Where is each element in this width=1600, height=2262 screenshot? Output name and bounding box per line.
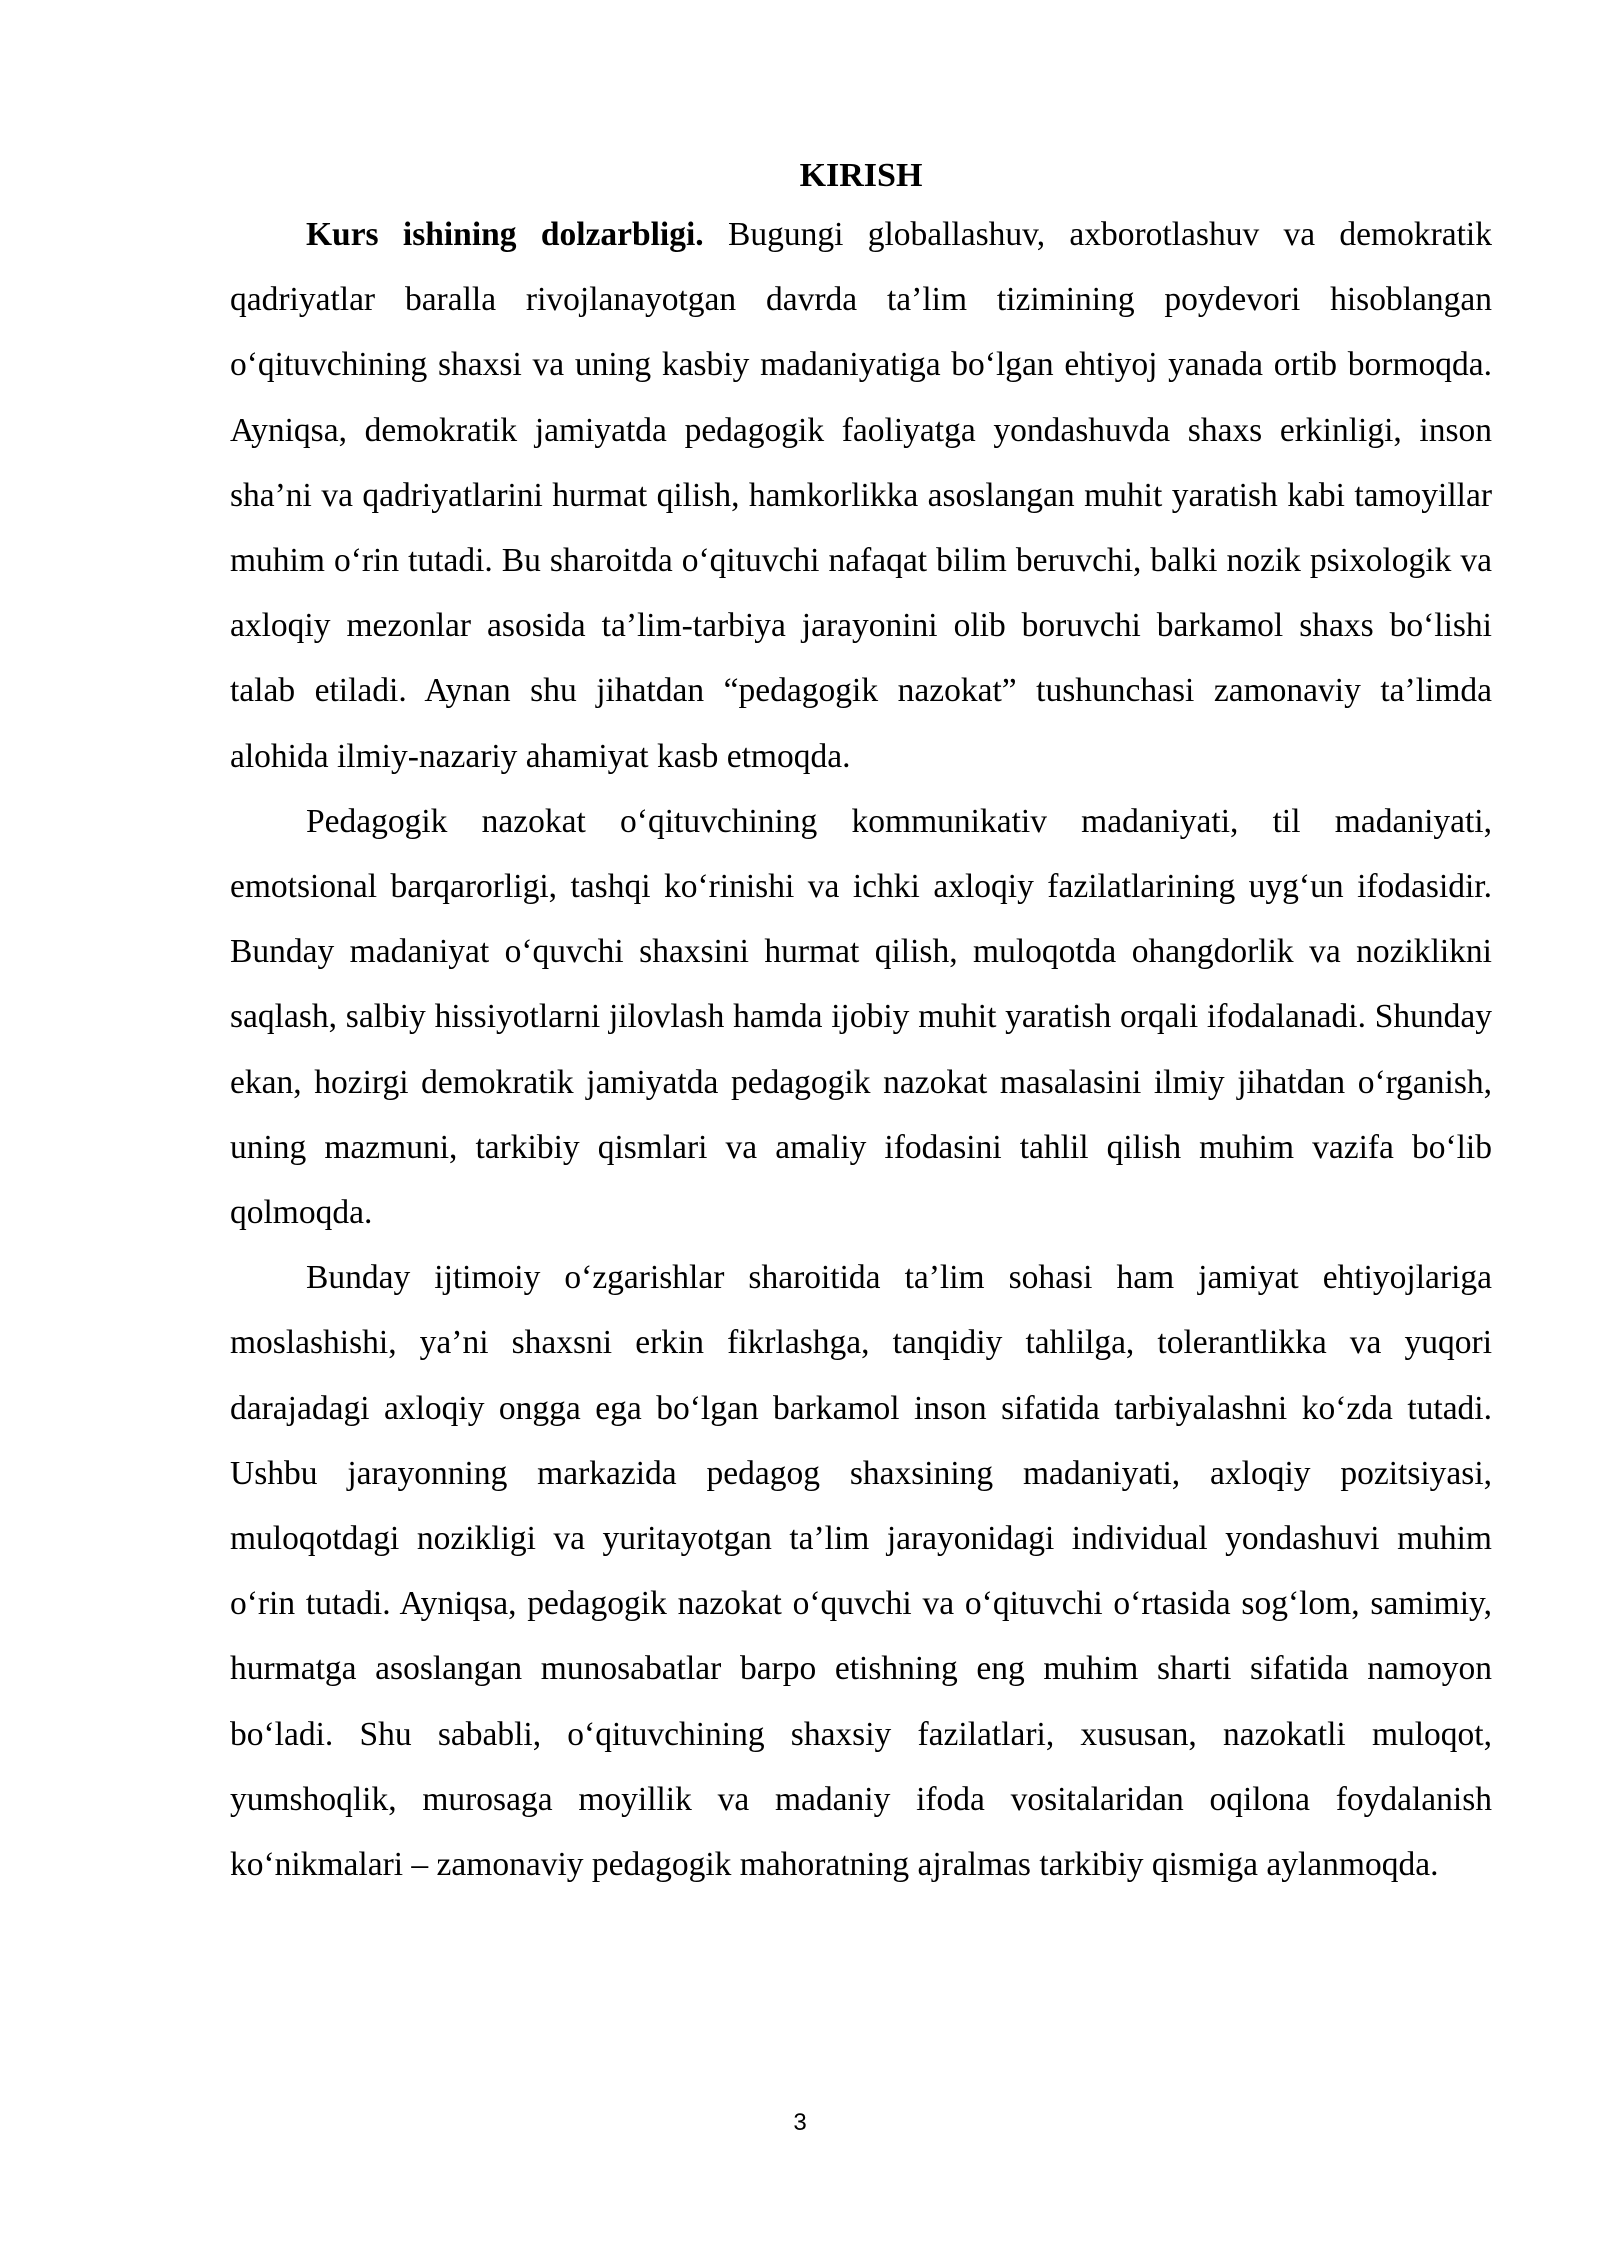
page-number: 3 [793, 2109, 807, 2136]
paragraph-text: Bugungi globallashuv, axborotlashuv va demokratik qadriyatlar baralla rivojlanayotgan davrda ta’lim tizimining poydevori hisoblangan o‘qituvchining shaxsi va uning kasbiy madaniyatiga bo‘lgan ehtiyoj yanada ortib bormoqda. Ayniqsa, demokratik jamiyatda pedagogik faoliyatga yondashuvda shaxs erkinligi, inson sha’ni va qadriyatlarini hurmat qilish, hamkorlikka asoslangan muhit yaratish kabi tamoyillar muhim o‘rin tutadi. Bu sharoitda o‘qituvchi nafaqat bilim beruvchi, balki nozik psixologik va axloqiy mezonlar asosida ta’lim-tarbiya jarayonini olib boruvchi barkamol shaxs bo‘lishi talab etiladi. Aynan shu jihatdan “pedagogik nazokat” tushunchasi zamonaviy ta’limda alohida ilmiy-nazariy ahamiyat kasb etmoqda. [230, 216, 1492, 775]
paragraph-social-changes: Bunday ijtimoiy o‘zgarishlar sharoitida ta’lim sohasi ham jamiyat ehtiyojlariga moslashishi, ya’ni shaxsni erkin fikrlashga, tanqidiy tahlilga, tolerantlikka va yuqori darajadagi axloqiy ongga ega bo‘lgan barkamol inson sifatida tarbiyalashni ko‘zda tutadi. Ushbu jarayonning markazida pedagog shaxsining madaniyati, axloqiy pozitsiyasi, muloqotdagi nozikligi va yuritayotgan ta’lim jarayonidagi individual yondashuvi muhim o‘rin tutadi. Ayniqsa, pedagogik nazokat o‘quvchi va o‘qituvchi o‘rtasida sog‘lom, samimiy, hurmatga asoslangan munosabatlar barpo etishning eng muhim sharti sifatida namoyon bo‘ladi. Shu sababli, o‘qituvchining shaxsiy fazilatlari, xususan, nazokatli muloqot, yumshoqlik, murosaga moyillik va madaniy ifoda vositalaridan oqilona foydalanish ko‘nikmalari – zamonaviy pedagogik mahoratning ajralmas tarkibiy qismiga aylanmoqda. [230, 1259, 1492, 1884]
paragraph-lead: Kurs ishining dolzarbligi. [306, 216, 704, 253]
paragraph-pedagogical-tact: Pedagogik nazokat o‘qituvchining kommunikativ madaniyati, til madaniyati, emotsional barqarorligi, tashqi ko‘rinishi va ichki axloqiy fazilatlarining uyg‘un ifodasidir. Bunday madaniyat o‘quvchi shaxsini hurmat qilish, muloqotda ohangdorlik va noziklikni saqlash, salbiy hissiyotlarni jilovlash hamda ijobiy muhit yaratish orqali ifodalanadi. Shunday ekan, hozirgi demokratik jamiyatda pedagogik nazokat masalasini ilmiy jihatdan o‘rganish, uning mazmuni, tarkibiy qismlari va amaliy ifodasini tahlil qilish muhim vazifa bo‘lib qolmoqda. [230, 802, 1492, 1232]
paragraph-relevance [230, 202, 1492, 789]
page-body [230, 150, 1492, 1897]
section-heading: KIRISH [799, 157, 923, 194]
